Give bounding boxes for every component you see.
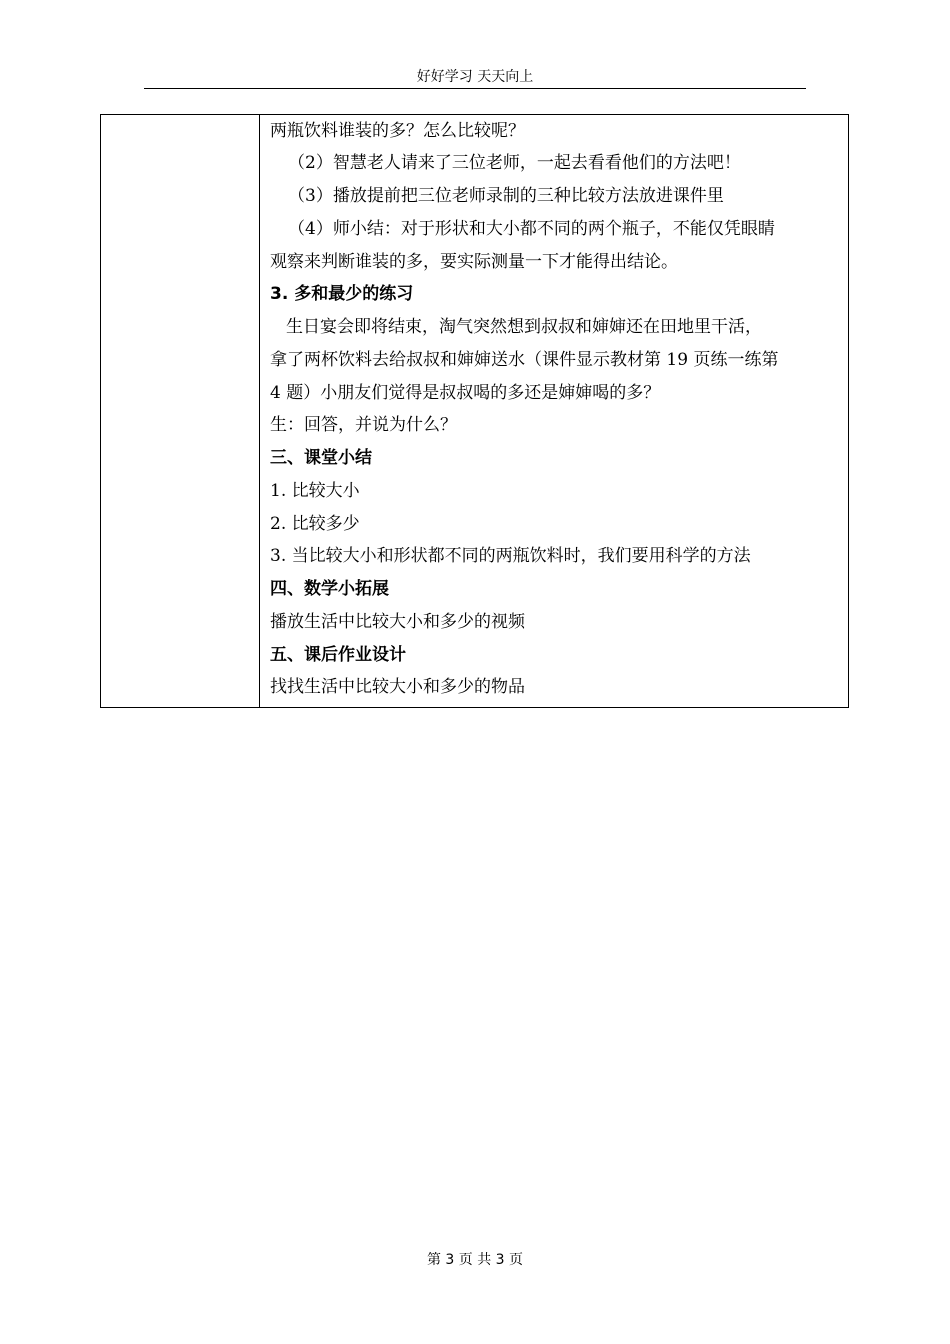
header-divider [144,88,806,89]
section-heading: 五、课后作业设计 [270,645,406,665]
content-line: 1. 比较大小 [270,481,360,501]
content-line: 生日宴会即将结束，淘气突然想到叔叔和婶婶还在田地里干活， [286,317,762,337]
content-line: 2. 比较多少 [270,514,360,534]
section-heading: 四、数学小拓展 [270,579,389,599]
section-heading: 3. 多和最少的练习 [270,284,414,304]
content-line: 3. 当比较大小和形状都不同的两瓶饮料时，我们要用科学的方法 [270,546,751,566]
content-line: 找找生活中比较大小和多少的物品 [270,677,525,697]
content-line: 播放生活中比较大小和多少的视频 [270,612,525,632]
lesson-table [100,114,849,708]
page-footer: 第 3 页 共 3 页 [426,1252,524,1268]
content-line: 两瓶饮料谁装的多？怎么比较呢？ [270,121,525,141]
page-header: 好好学习 天天向上 [416,69,534,85]
content-line: 拿了两杯饮料去给叔叔和婶婶送水（课件显示教材第 19 页练一练第 [270,350,779,370]
content-line: 4 题）小朋友们觉得是叔叔喝的多还是婶婶喝的多？ [270,383,661,403]
section-heading: 三、课堂小结 [270,448,372,468]
content-line: （2）智慧老人请来了三位老师，一起去看看他们的方法吧！ [288,153,741,173]
content-line: （4）师小结：对于形状和大小都不同的两个瓶子，不能仅凭眼睛 [288,219,775,239]
content-line: 观察来判断谁装的多，要实际测量一下才能得出结论。 [270,252,678,272]
content-line: （3）播放提前把三位老师录制的三种比较方法放进课件里 [288,186,724,206]
content-line: 生：回答，并说为什么？ [270,415,457,435]
table-left-cell [101,115,260,707]
table-content-cell [260,115,848,707]
